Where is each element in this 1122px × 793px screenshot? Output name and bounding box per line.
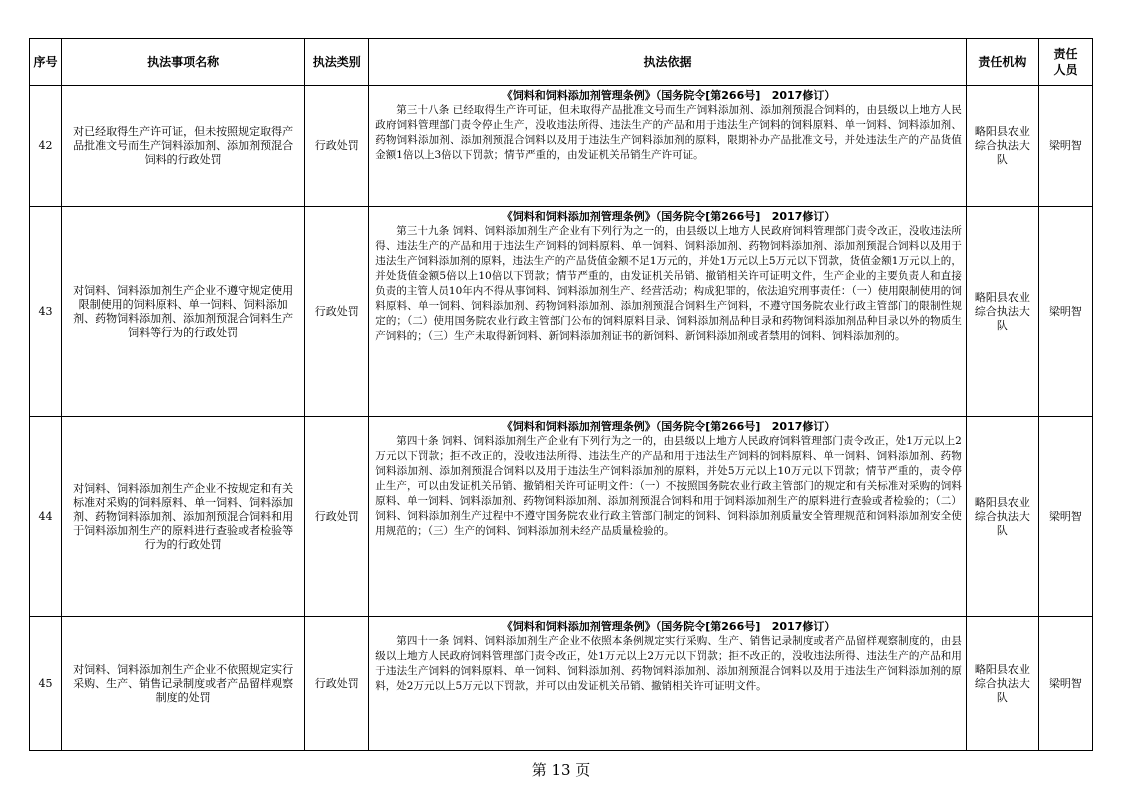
header-no: 序号 <box>30 39 62 86</box>
table-row <box>30 417 1093 617</box>
responsible-person: 梁明智 <box>1038 86 1092 207</box>
header-name: 执法事项名称 <box>62 39 305 86</box>
responsible-org: 略阳县农业综合执法大队 <box>966 86 1038 207</box>
responsible-org: 略阳县农业综合执法大队 <box>966 617 1038 751</box>
item-name: 对已经取得生产许可证，但未按照规定取得产品批准文号而生产饲料添加剂、添加剂预混合饲料的行政处罚 <box>62 86 305 207</box>
row-number: 44 <box>30 417 62 617</box>
header-row <box>30 39 1093 86</box>
responsible-org: 略阳县农业综合执法大队 <box>966 417 1038 617</box>
table-body <box>30 86 1093 751</box>
header-type: 执法类别 <box>305 39 369 86</box>
basis-text: 第四十一条 饲料、饲料添加剂生产企业不依照本条例规定实行采购、生产、销售记录制度或者产品留样观察制度的，由县级以上地方人民政府饲料管理部门责令改正，处1万元以上2万元以下罚款；拒不改正的，没收违法所得、违法生产的产品和用于违法生产饲料的饲料原料、单一饲料、饲料添加剂、药物饲料添加剂、添加剂预混合饲料以及用于违法生产饲料添加剂的原料，处2万元以上5万元以下罚款，并可以由发证机关吊销、撤销相关许可证明文件。 <box>375 635 962 692</box>
enforcement-table <box>29 38 1093 751</box>
enforcement-type: 行政处罚 <box>305 86 369 207</box>
enforcement-type: 行政处罚 <box>305 617 369 751</box>
table-header <box>30 39 1093 86</box>
enforcement-type: 行政处罚 <box>305 207 369 417</box>
basis-text: 第三十八条 已经取得生产许可证，但未取得产品批准文号而生产饲料添加剂、添加剂预混合饲料的，由县级以上地方人民政府饲料管理部门责令停止生产，没收违法所得、违法生产的产品和用于违法生产饲料的饲料原料、单一饲料、饲料添加剂、药物饲料添加剂、添加剂预混合饲料以及用于违法生产饲料添加剂的原料，限期补办产品批准文号，并处违法生产的产品货值金额1倍以上3倍以下罚款；情节严重的，由发证机关吊销生产许可证。 <box>375 104 962 161</box>
table-row <box>30 86 1093 207</box>
table-row <box>30 207 1093 417</box>
header-person: 责任人员 <box>1038 39 1092 86</box>
header-basis: 执法依据 <box>369 39 967 86</box>
item-name: 对饲料、饲料添加剂生产企业不按规定和有关标准对采购的饲料原料、单一饲料、饲料添加剂、药物饲料添加剂、添加剂预混合饲料和用于饲料添加剂生产的原料进行查验或者检验等行为的行政处罚 <box>62 417 305 617</box>
row-number: 43 <box>30 207 62 417</box>
legal-basis <box>369 617 967 751</box>
enforcement-type: 行政处罚 <box>305 417 369 617</box>
legal-basis <box>369 86 967 207</box>
item-name: 对饲料、饲料添加剂生产企业不依照规定实行采购、生产、销售记录制度或者产品留样观察制度的处罚 <box>62 617 305 751</box>
page-number: 第 13 页 <box>531 761 591 779</box>
basis-title: 《饲料和饲料添加剂管理条例》（国务院令[第266号] 2017修订） <box>501 620 836 633</box>
basis-title: 《饲料和饲料添加剂管理条例》（国务院令[第266号] 2017修订） <box>501 210 836 223</box>
basis-text: 第四十条 饲料、饲料添加剂生产企业有下列行为之一的，由县级以上地方人民政府饲料管理部门责令改正，处1万元以上2万元以下罚款；拒不改正的，没收违法所得、违法生产的产品和用于违法生产饲料的饲料原料、单一饲料、饲料添加剂、药物饲料添加剂、添加剂预混合饲料以及用于违法生产饲料添加剂的原料，并处5万元以上10万元以下罚款；情节严重的，责令停止生产，可以由发证机关吊销、撤销相关许可证明文件：（一）不按照国务院农业行政主管部门的规定和有关标准对采购的饲料原料、单一饲料、饲料添加剂、药物饲料添加剂、添加剂预混合饲料和用于饲料添加剂生产的原料进行查验或者检验的；（二）饲料、饲料添加剂生产过程中不遵守国务院农业行政主管部门制定的饲料、饲料添加剂质量安全管理规范和饲料添加剂安全使用规范的；（三）生产的饲料、饲料添加剂未经产品质量检验的。 <box>375 435 962 537</box>
legal-basis <box>369 207 967 417</box>
responsible-person: 梁明智 <box>1038 617 1092 751</box>
row-number: 42 <box>30 86 62 207</box>
row-number: 45 <box>30 617 62 751</box>
header-org: 责任机构 <box>966 39 1038 86</box>
table-row <box>30 617 1093 751</box>
basis-title: 《饲料和饲料添加剂管理条例》（国务院令[第266号] 2017修订） <box>501 89 836 102</box>
item-name: 对饲料、饲料添加剂生产企业不遵守规定使用限制使用的饲料原料、单一饲料、饲料添加剂、药物饲料添加剂、添加剂预混合饲料生产饲料等行为的行政处罚 <box>62 207 305 417</box>
legal-basis <box>369 417 967 617</box>
basis-text: 第三十九条 饲料、饲料添加剂生产企业有下列行为之一的，由县级以上地方人民政府饲料管理部门责令改正，没收违法所得、违法生产的产品和用于违法生产饲料的饲料原料、单一饲料、饲料添加剂、药物饲料添加剂、添加剂预混合饲料以及用于违法生产饲料添加剂的原料，违法生产的产品货值金额不足1万元的，并处1万元以上5万元以下罚款，货值金额1万元以上的，并处货值金额5倍以上10倍以下罚款；情节严重的，由发证机关吊销、撤销相关许可证明文件，生产企业的主要负责人和直接负责的主管人员10年内不得从事饲料、饲料添加剂生产、经营活动；构成犯罪的，依法追究刑事责任：（一）使用限制使用的饲料原料、单一饲料、饲料添加剂、药物饲料添加剂、添加剂预混合饲料生产饲料，不遵守国务院农业行政主管部门的限制性规定的；（二）使用国务院农业行政主管部门公布的饲料原料目录、饲料添加剂品种目录和药物饲料添加剂品种目录以外的物质生产饲料的；（三）生产未取得新饲料、新饲料添加剂证书的新饲料、新饲料添加剂或者禁用的饲料、饲料添加剂的。 <box>375 225 962 342</box>
responsible-org: 略阳县农业综合执法大队 <box>966 207 1038 417</box>
basis-title: 《饲料和饲料添加剂管理条例》（国务院令[第266号] 2017修订） <box>501 420 836 433</box>
responsible-person: 梁明智 <box>1038 207 1092 417</box>
responsible-person: 梁明智 <box>1038 417 1092 617</box>
